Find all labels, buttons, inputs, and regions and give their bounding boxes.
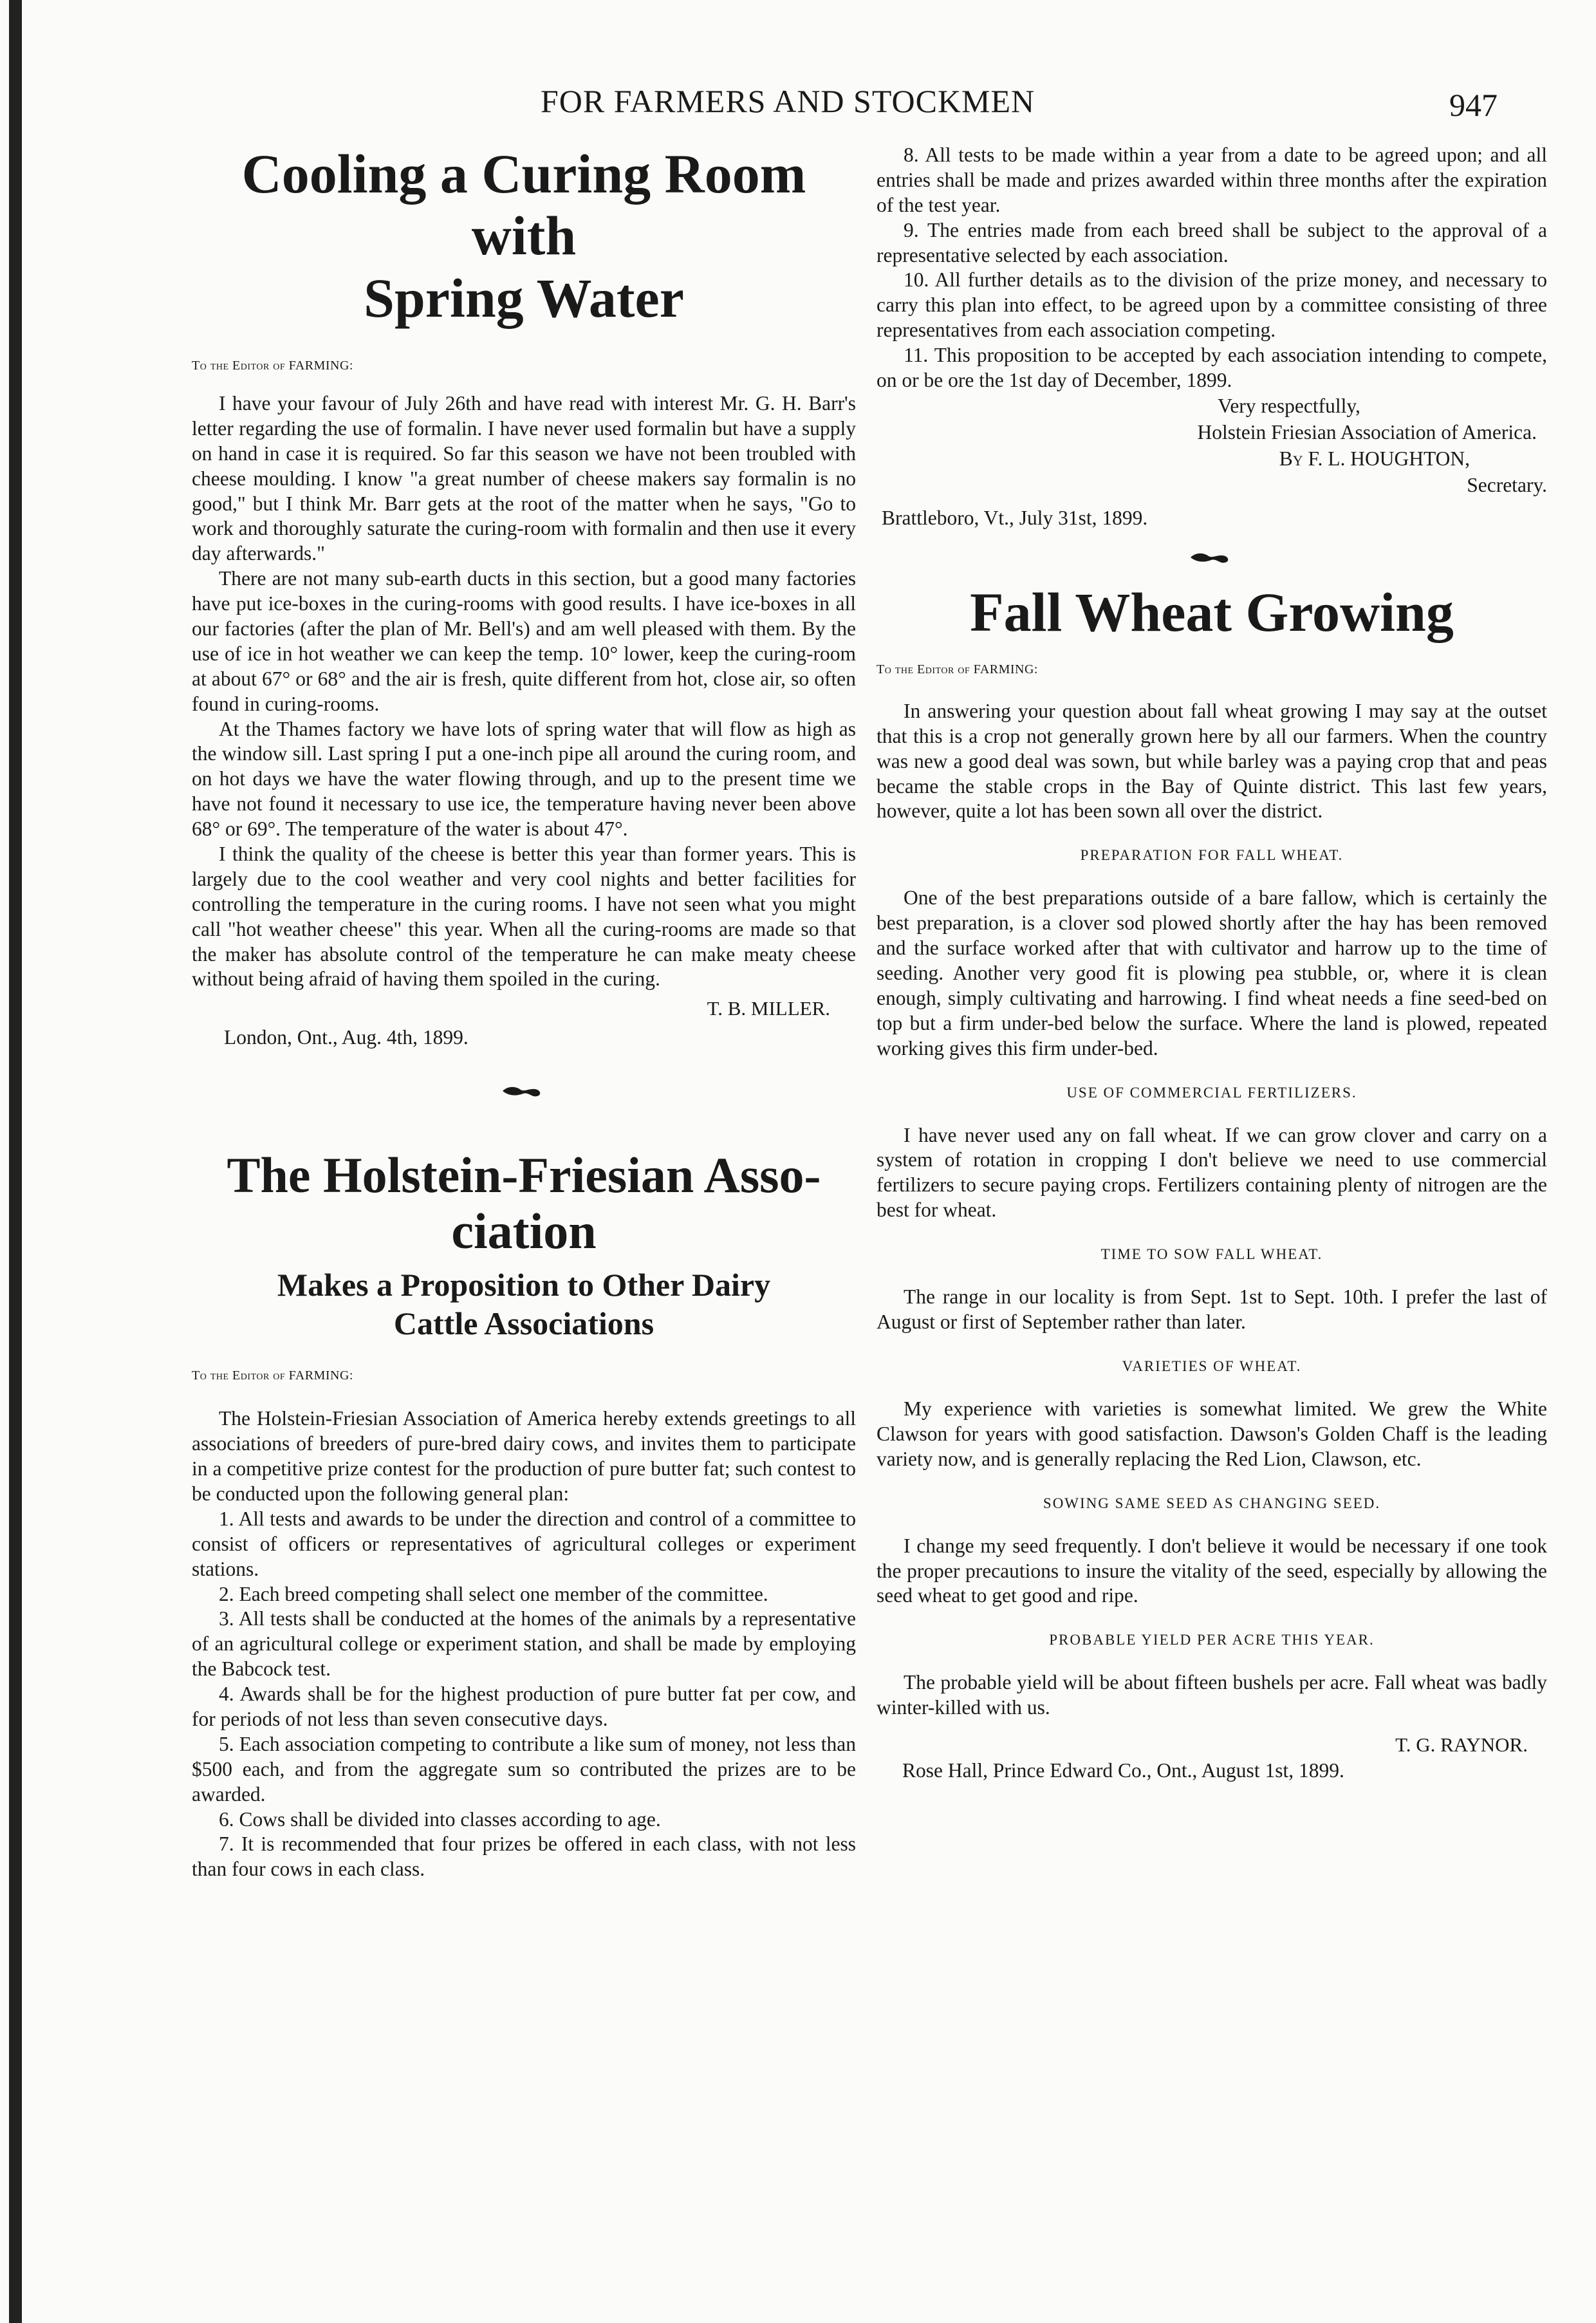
article-fall-wheat — [877, 581, 1547, 1785]
page-spine-edge — [9, 0, 22, 2323]
article-title: Fall Wheat Growing — [970, 581, 1454, 643]
section-heading: TIME TO SOW FALL WHEAT. — [1100, 1246, 1323, 1263]
title-line-2: Spring Water — [364, 266, 684, 329]
hand-ornament-icon — [501, 1083, 546, 1099]
ornament-divider — [877, 550, 1547, 568]
section-heading: PREPARATION FOR FALL WHEAT. — [1080, 847, 1344, 864]
list-item: 4. Awards shall be for the highest production of pure butter fat per cow, and for periods of not less than seven consecutive days. — [192, 1683, 856, 1730]
to-editor-line: To the Editor of FARMING: — [192, 358, 353, 373]
article-title — [192, 143, 856, 329]
place-date: London, Ont., Aug. 4th, 1899. — [224, 1025, 469, 1049]
ornament-divider — [192, 1083, 856, 1102]
article-title — [192, 1147, 856, 1260]
paragraph: At the Thames factory we have lots of spring water that will flow as high as the window sill. Last spring I put a one-inch pipe all around the curing room, and on hot days we have the water flowing through, and up to the present time we have not found it necessary to use ice, the temperature having never been above 68° or 69°. The temperature of the water is about 47°. — [192, 717, 856, 841]
closing-place-date: Brattleboro, Vt., July 31st, 1899. — [882, 506, 1148, 529]
to-editor-line: To the Editor of FARMING: — [192, 1368, 353, 1383]
list-item: 9. The entries made from each breed shall be subject to the approval of a representative selected by each association. — [877, 218, 1547, 266]
page-number: 947 — [1449, 87, 1498, 123]
paragraph: There are not many sub-earth ducts in this section, but a good many factories have put ice-boxes in the curing-rooms with good results. I have ice-boxes in all our factories (after the plan of Mr. Bell's) and am well pleased with them. By the use of ice in hot weather we can keep the temp. 10° lower, keep the curing-room at about 67° or 68° and the air is fresh, quite different from hot, close air, so often found in curing-rooms. — [192, 567, 856, 715]
list-item: 10. All further details as to the division of the prize money, and necessary to carry this plan into effect, to be agreed upon by a committee consisting of three representatives from each association competing. — [877, 268, 1547, 342]
letter-closing — [877, 393, 1547, 532]
list-item: 11. This proposition to be accepted by each association intending to compete, on or be ore the 1st day of December, 1899. — [877, 344, 1547, 392]
list-item: 3. All tests shall be conducted at the homes of the animals by a representative of an agricultural college or experiment station, and shall be made by employing the Babcock test. — [192, 1607, 856, 1681]
section-heading: SOWING SAME SEED AS CHANGING SEED. — [1043, 1495, 1381, 1511]
to-editor-line: To the Editor of FARMING: — [877, 662, 1038, 676]
paragraph: I think the quality of the cheese is better this year than former years. This is largely due to the cool weather and very cool nights and better facilities for controlling the temperature in the curing rooms. I have not seen what you might call "hot weather cheese" this year. When all the curing-rooms are made so that the maker has absolute control of the temperature he can make meaty cheese without being afraid of having them spoiled in the curing. — [192, 842, 856, 991]
paragraph: My experience with varieties is somewhat limited. We grew the White Clawson for years with good satisfaction. Dawson's Golden Chaff is the leading variety now, and is generally replacing the Red Lion, Clawson, etc. — [877, 1397, 1547, 1470]
title-line-1: The Holstein-Friesian Asso- — [227, 1146, 821, 1203]
title-line-2: ciation — [451, 1202, 597, 1259]
signature: T. B. MILLER. — [707, 997, 830, 1020]
section-heading: USE OF COMMERCIAL FERTILIZERS. — [1066, 1084, 1357, 1101]
closing-association: Holstein Friesian Association of America. — [1197, 420, 1537, 443]
paragraph: The probable yield will be about fifteen bushels per acre. Fall wheat was badly winter-killed with us. — [877, 1671, 1547, 1719]
article-holstein-friesian — [192, 1147, 856, 1883]
paragraph: The Holstein-Friesian Association of America hereby extends greetings to all associations of breeders of pure-bred dairy cows, and invites them to participate in a competitive prize contest for the production of pure butter fat; such contest to be conducted upon the following general plan: — [192, 1407, 856, 1505]
title-line-1: Cooling a Curing Room with — [241, 143, 806, 267]
paragraph: The range in our locality is from Sept. 1st to Sept. 10th. I prefer the last of August or first of September rather than later. — [877, 1285, 1547, 1334]
paragraph: I change my seed frequently. I don't believe it would be necessary if one took the proper precautions to insure the vitality of the seed, especially by allowing the seed wheat to get good and ripe. — [877, 1534, 1547, 1607]
list-item: 2. Each breed competing shall select one member of the committee. — [219, 1582, 768, 1605]
hand-ornament-icon — [1189, 550, 1234, 565]
closing-signer: By F. L. HOUGHTON, — [1279, 447, 1470, 470]
left-column — [192, 143, 856, 1882]
subtitle-line-2: Cattle Associations — [393, 1305, 654, 1342]
right-column — [877, 143, 1547, 1784]
list-item: 7. It is recommended that four prizes be offered in each class, with not less than four cows in each class. — [192, 1833, 856, 1881]
list-item: 1. All tests and awards to be under the direction and control of a committee to consist of officers or representatives of agricultural colleges or experiment stations. — [192, 1507, 856, 1580]
paragraph: I have your favour of July 26th and have read with interest Mr. G. H. Barr's letter regarding the use of formalin. I have never used formalin but have a supply on hand in case it is required. So far this season we have not been troubled with cheese moulding. I know "a great number of cheese makers say formalin is no good," but I think Mr. Barr gets at the root of the matter when he says, "Go to work and thoroughly saturate the curing-room with formalin and then use it every day afterwards." — [192, 391, 856, 565]
section-heading: VARIETIES OF WHEAT. — [1122, 1357, 1302, 1374]
article-subtitle — [192, 1265, 856, 1343]
article-cooling-curing-room — [192, 143, 856, 1051]
list-item: 6. Cows shall be divided into classes according to age. — [219, 1807, 661, 1831]
paragraph: One of the best preparations outside of a bare fallow, which is certainly the best preparation, is a clover sod plowed shortly after the hay has been removed and the surface worked after that with cultivator and harrow up to the time of seeding. Another very good fit is plowing pea stubble, or, where it is clean enough, simply cultivating and harrowing. I find wheat needs a fine seed-bed on top but a firm under-bed below the surface. Where the land is plowed, repeated working gives this firm under-bed. — [877, 886, 1547, 1059]
article-holstein-continued — [877, 143, 1547, 532]
signature: T. G. RAYNOR. — [1395, 1733, 1528, 1757]
list-item: 5. Each association competing to contribute a like sum of money, not less than $500 each, and from the aggregate sum so contributed the prizes are to be awarded. — [192, 1732, 856, 1805]
closing-salutation: Very respectfully, — [1218, 394, 1360, 417]
paragraph: I have never used any on fall wheat. If we can grow clover and carry on a system of rotation in cropping I don't believe we need to use commercial fertilizers to secure paying crops. Fertilizers containing plenty of nitrogen are the best for wheat. — [877, 1123, 1547, 1222]
closing-role: Secretary. — [1467, 473, 1547, 496]
list-item: 8. All tests to be made within a year from a date to be agreed upon; and all entries shall be made and prizes awarded within three months after the expiration of the test year. — [877, 144, 1547, 216]
running-header: FOR FARMERS AND STOCKMEN — [541, 83, 1035, 119]
place-date: Rose Hall, Prince Edward Co., Ont., August 1st, 1899. — [902, 1759, 1344, 1782]
paragraph: In answering your question about fall wheat growing I may say at the outset that this is a crop not generally grown here by all our farmers. When the country was new a good deal was sown, but while barley was a paying crop that and peas became the stable crops in the Bay of Quinte district. This last few years, however, quite a lot has been sown all over the district. — [877, 699, 1547, 823]
subtitle-line-1: Makes a Proposition to Other Dairy — [277, 1267, 771, 1303]
section-heading: PROBABLE YIELD PER ACRE THIS YEAR. — [1049, 1632, 1375, 1648]
